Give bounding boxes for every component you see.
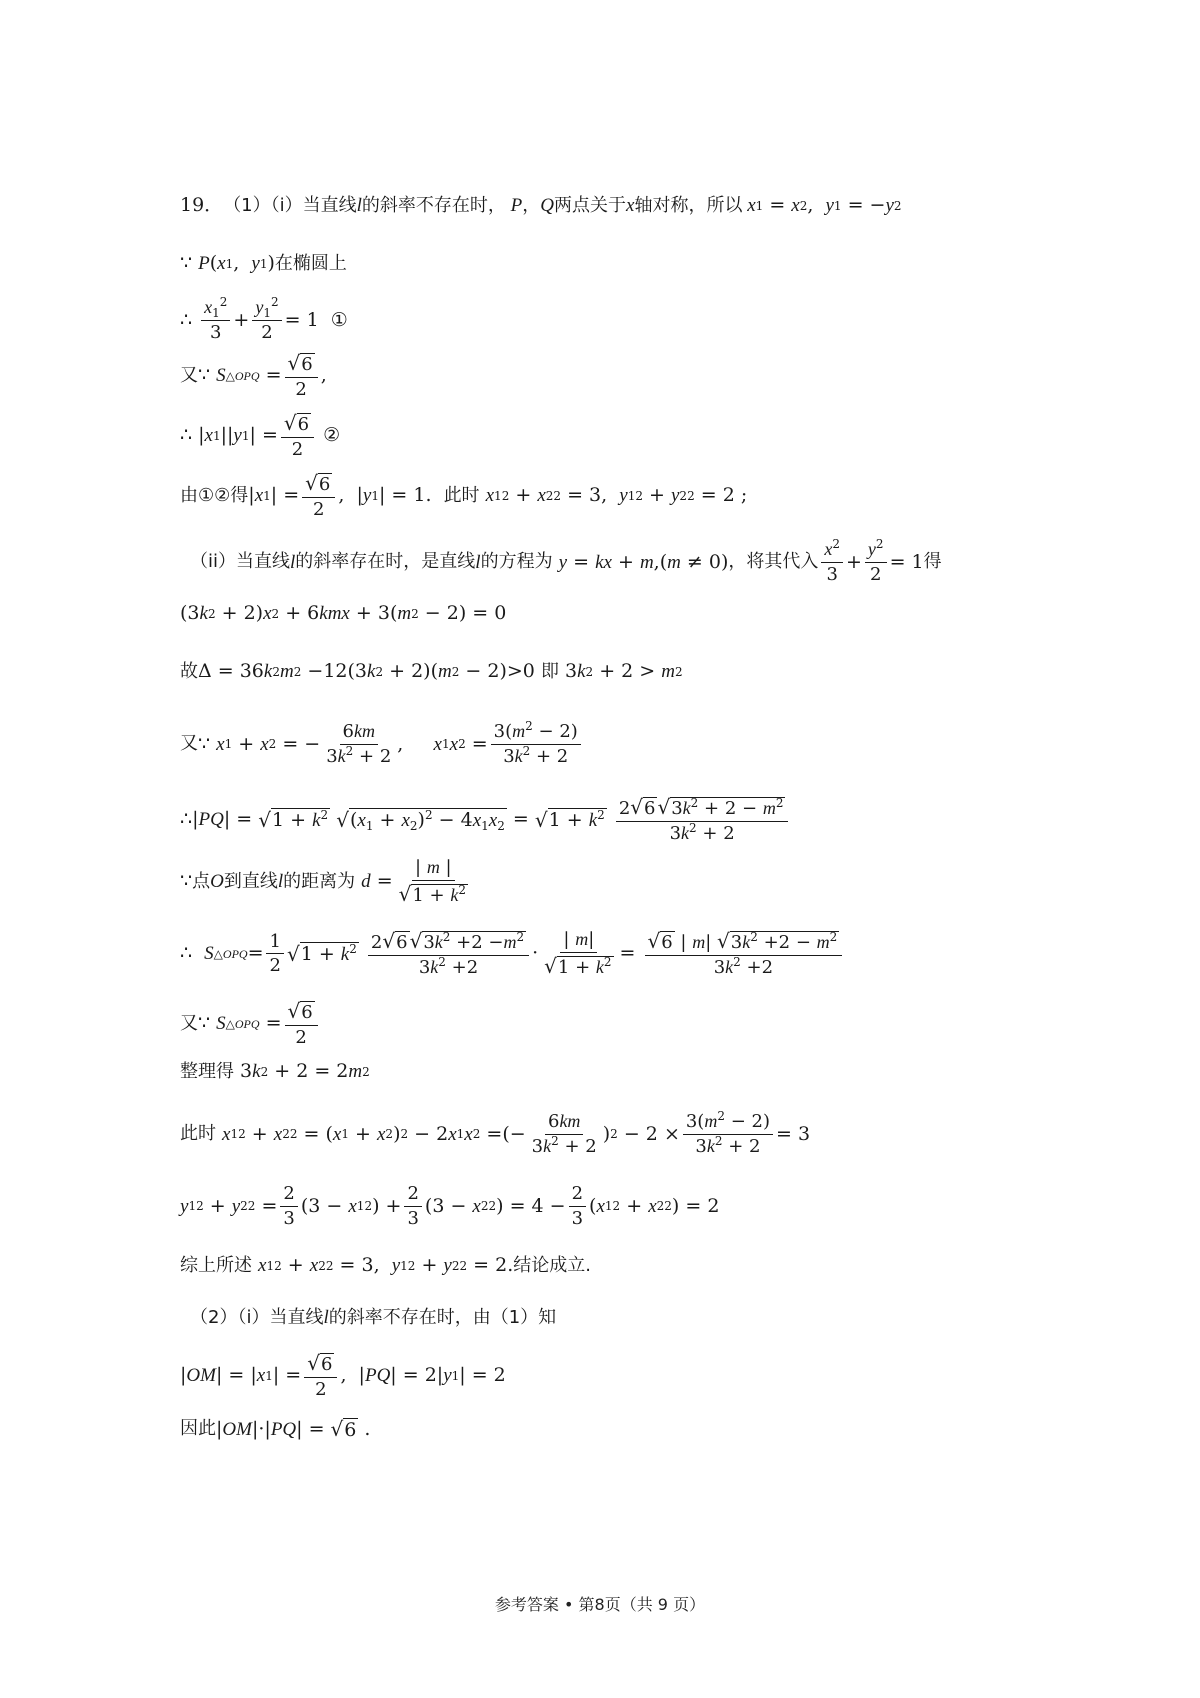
page-footer: 参考答案 • 第8页（共 9 页） [494, 1595, 706, 1614]
solution-line-2: ∵ P ( x 1 , y 1 ) 在椭圆上 [180, 252, 347, 274]
solution-line-3: ∴ $\frac{x_1^2}{3}$ + $\frac{y_1^2}{2}$ = 1 ① [180, 295, 348, 343]
solution-line-6: 由①②得 | x 1 | = $\frac{√6}{2}$ , | y 1 | = 1. 此时 x 1 2 + x 2 2 = 3, y 1 2 + y 2 2 = 2 ; [180, 471, 748, 520]
solution-line-17: y 1 2 + y 2 2 = $\frac{2}{3}$ (3 − x 1 2 ) + $\frac{2}{3}$ (3 − x 2 2 ) = 4 − $\frac{2}{3}$ ( x 1 2 + x 2 2 ) = 2 [180, 1183, 720, 1229]
solution-line-1: 19． （1）（i）当直线 l 的斜率不存在时， P ， Q 两点关于 x 轴对称，所以 x 1 = x 2 , y 1 = − y 2 [180, 194, 902, 216]
solution-line-8: (3 k 2 + 2) x 2 + 6 kmx + 3( m 2 − 2) = 0 [180, 602, 507, 624]
solution-line-15: 整理得 3 k 2 + 2 = 2 m 2 [180, 1060, 370, 1082]
solution-line-7: （ii）当直线 l 的斜率存在时，是直线 l 的方程为 y = kx + m ,( m ≠ 0) ，将其代入 $\frac{x^2}{3}$ + $\frac{y^2}{2}$ = 1 得 [190, 537, 942, 585]
solution-line-18: 综上所述 x 1 2 + x 2 2 = 3, y 1 2 + y 2 2 = 2. 结论成立. [180, 1254, 592, 1276]
problem-number: 19． [180, 194, 224, 216]
solution-line-10: 又 ∵ x 1 + x 2 = − $\frac{6km}{3k^2 + 2}$ , x 1 x 2 = $\frac{3(m^2 - 2)}{3k^2 + 2}$ [180, 722, 584, 767]
solution-line-14: 又 ∵ S △OPQ = $\frac{√6}{2}$ [180, 1000, 321, 1048]
solution-line-13: ∴ S △OPQ = $\frac{1}{2}$ √ $1 + k^2$ $\frac{2√6 √3k^2 +2 -m^2}{3k^2 +2}$ · $\frac{| m|}{√1 + k^2}$ = $\frac{√6 | m| √3k^2 +2 - m^2}{3k^2 +2}$ [180, 930, 845, 978]
solution-line-11: ∴| PQ | = √ $1 + k^2$ √ $(x_1 + x_2)^2 - 4x_1x_2$ = √ $1 + k^2$ $\frac{2√6 √3k^2 + 2 - m^2}{3k^2 + 2}$ [180, 796, 791, 844]
solution-line-5: ∴ | x 1 || y 1 | = $\frac{√6}{2}$ ② [180, 411, 341, 460]
solution-line-16: 此时 x 1 2 + x 2 2 = ( x 1 + x 2 ) 2 − 2 x 1 x 2 =(− $\frac{6km}{3k^2 + 2}$ ) 2 − 2 × $\frac{3(m^2 - 2)}{3k^2 + 2}$ = 3 [180, 1109, 811, 1157]
solution-line-19: （2）（i）当直线 l 的斜率不存在时，由（1）知 [190, 1306, 557, 1328]
solution-line-4: 又 ∵ S △OPQ = $\frac{√6}{2}$ , [180, 351, 327, 400]
solution-line-20: | OM | = | x 1 | = $\frac{√6}{2}$ , | PQ | = 2| y 1 | = 2 [180, 1351, 506, 1400]
solution-line-12: ∵ 点 O 到直线 l 的距离为 d = $\frac{| m |}{√1 + k^2}$ [180, 857, 466, 906]
solution-line-21: 因此 | OM |·| PQ | = √ 6 . [180, 1417, 371, 1442]
solution-line-9: 故 Δ = 36 k 2 m 2 −12(3 k 2 + 2)( m 2 − 2)>0 即 3 k 2 + 2 > m 2 [180, 660, 683, 682]
